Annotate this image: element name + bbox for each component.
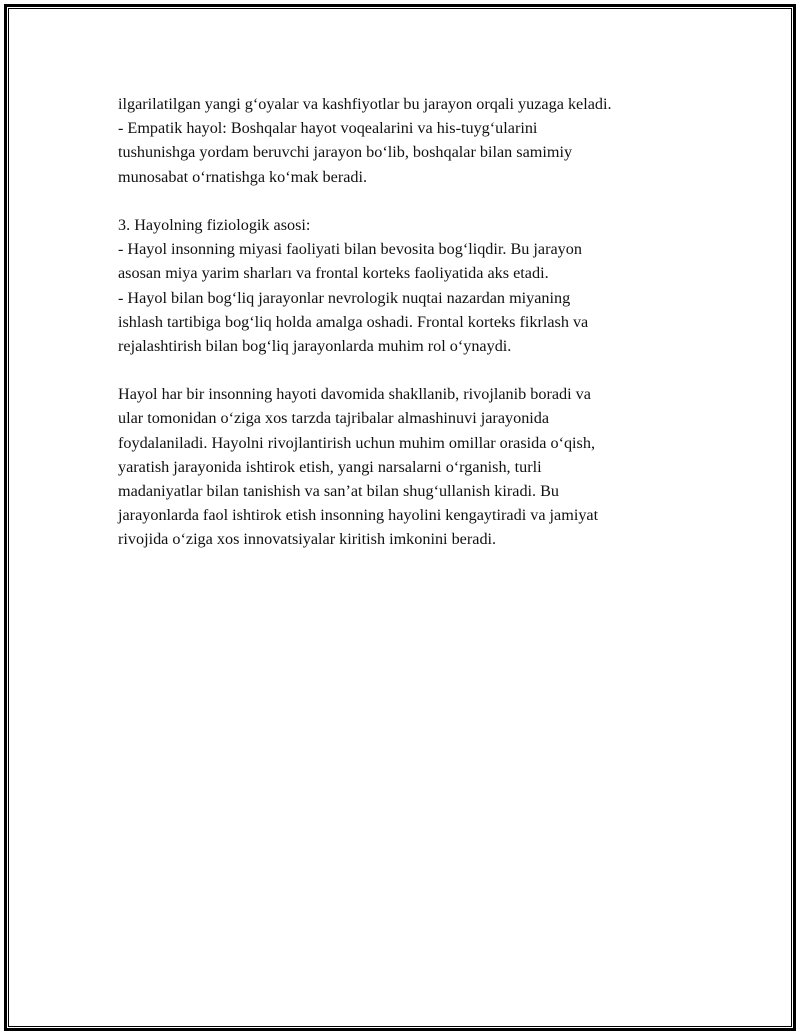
- text-line: tushunishga yordam beruvchi jarayon bo‘lib, boshqalar bilan samimiy: [118, 143, 573, 162]
- text-line: ular tomonidan o‘ziga xos tarzda tajribalar almashinuvi jarayonida: [118, 409, 550, 428]
- paragraph-physiological-basis: [118, 213, 698, 358]
- text-line: - Hayol insonning miyasi faoliyati bilan bevosita bog‘liqdir. Bu jarayon: [118, 240, 582, 259]
- text-line: foydalaniladi. Hayolni rivojlantirish uchun muhim omillar orasida o‘qish,: [118, 433, 595, 452]
- text-line: - Empatik hayol: Boshqalar hayot voqealarini va his-tuyg‘ularini: [118, 119, 538, 138]
- document-body: [118, 92, 698, 552]
- text-line: rejalashtirish bilan bog‘liq jarayonlarda muhim rol o‘ynaydi.: [118, 336, 512, 355]
- text-line: asosan miya yarim sharları va frontal korteks faoliyatida aks etadi.: [118, 264, 549, 283]
- paragraph-gap: [118, 358, 698, 382]
- text-line: yaratish jarayonida ishtirok etish, yangi narsalarni o‘rganish, turli: [118, 457, 542, 476]
- section-heading: 3. Hayolning fiziologik asosi:: [118, 215, 311, 234]
- text-line: ilgarilatilgan yangi g‘oyalar va kashfiyotlar bu jarayon orqali yuzaga keladi.: [118, 95, 612, 113]
- text-line: - Hayol bilan bog‘liq jarayonlar nevrologik nuqtai nazardan miyaning: [118, 288, 571, 307]
- text-line: ishlash tartibiga bog‘liq holda amalga oshadi. Frontal korteks fikrlash va: [118, 312, 589, 331]
- paragraph-imagination-types: [118, 92, 698, 189]
- text-line: madaniyatlar bilan tanishish va san’at bilan shug‘ullanish kiradi. Bu: [118, 482, 560, 500]
- paragraph-conclusion: [118, 382, 698, 551]
- paragraph-gap: [118, 189, 698, 213]
- text-line: munosabat o‘rnatishga ko‘mak beradi.: [118, 167, 368, 186]
- text-line: rivojida o‘ziga xos innovatsiyalar kiritish imkonini beradi.: [118, 530, 497, 549]
- text-line: jarayonlarda faol ishtirok etish insonning hayolini kengaytiradi va jamiyat: [118, 506, 599, 525]
- text-line: Hayol har bir insonning hayoti davomida shakllanib, rivojlanib boradi va: [118, 385, 591, 404]
